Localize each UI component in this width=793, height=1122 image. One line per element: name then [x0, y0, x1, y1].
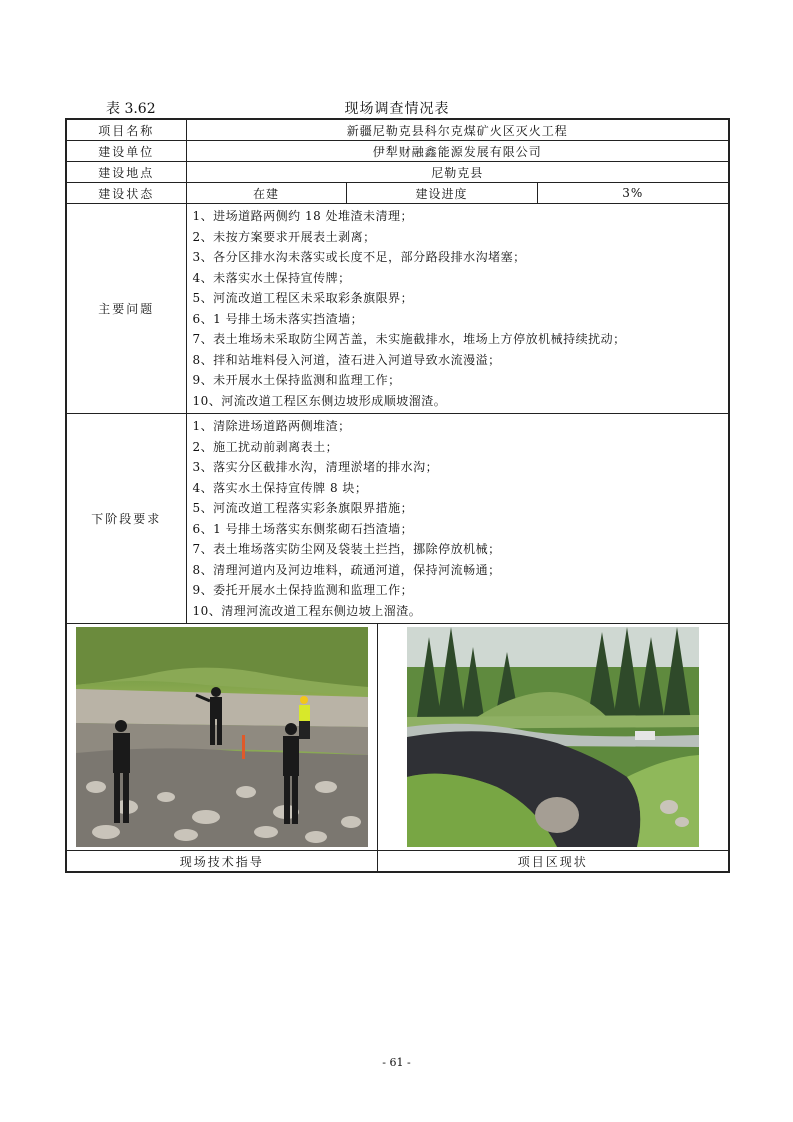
table-title: 现场调查情况表 [344, 101, 450, 117]
site-survey-table [65, 118, 730, 873]
list-item: 2、施工扰动前剥离表土； [192, 439, 339, 454]
status-label: 建设状态 [66, 183, 186, 204]
right-photo-caption: 项目区现状 [377, 851, 729, 873]
list-item: 4、未落实水土保持宣传牌； [192, 270, 351, 285]
construction-unit-label: 建设单位 [66, 141, 186, 162]
list-item: 8、拌和站堆料侵入河道，渣石进入河道导致水流漫溢； [192, 352, 501, 367]
list-item: 3、落实分区截排水沟，清理淤堵的排水沟； [192, 460, 439, 474]
list-item: 1、清除进场道路两侧堆渣； [192, 419, 351, 433]
requirements-list [186, 414, 729, 624]
list-item: 6、1 号排土场落实东侧浆砌石挡渣墙； [192, 521, 414, 536]
status-value: 在建 [186, 183, 346, 204]
row-problems [66, 204, 729, 414]
row-status [66, 183, 729, 204]
row-location [66, 162, 729, 183]
requirements-label: 下阶段要求 [66, 414, 186, 624]
row-photos [66, 624, 729, 851]
project-name-value: 新疆尼勒克县科尔克煤矿火区灭火工程 [186, 119, 729, 141]
list-item: 8、清理河道内及河边堆料，疏通河道，保持河流畅通； [192, 562, 501, 577]
location-value: 尼勒克县 [186, 162, 729, 183]
row-photo-captions [66, 851, 729, 873]
problems-list [186, 204, 729, 414]
progress-label: 建设进度 [346, 183, 537, 204]
table-caption [66, 100, 728, 118]
list-item: 6、1 号排土场未落实挡渣墙； [192, 311, 364, 326]
list-item: 10、河流改道工程区东侧边坡形成顺坡溜渣。 [192, 393, 447, 408]
list-item: 7、表土堆场落实防尘网及袋装土拦挡，挪除停放机械； [192, 542, 501, 556]
page-number: - 61 - [382, 1056, 411, 1069]
list-item: 4、落实水土保持宣传牌 8 块； [192, 480, 368, 495]
left-photo-caption: 现场技术指导 [66, 851, 377, 873]
project-area-photo [407, 627, 699, 847]
list-item: 9、未开展水土保持监测和监理工作； [192, 373, 401, 387]
list-item: 10、清理河流改道工程东侧边坡上溜渣。 [192, 603, 422, 618]
row-requirements [66, 414, 729, 624]
row-project-name [66, 119, 729, 141]
construction-unit-value: 伊犁财融鑫能源发展有限公司 [186, 141, 729, 162]
list-item: 5、河流改道工程区未采取彩条旗限界； [192, 291, 414, 305]
list-item: 5、河流改道工程落实彩条旗限界措施； [192, 501, 414, 515]
list-item: 1、进场道路两侧约 18 处堆渣未清理； [192, 209, 414, 223]
list-item: 2、未按方案要求开展表土剥离； [192, 229, 376, 244]
list-item: 3、各分区排水沟未落实或长度不足，部分路段排水沟堵塞； [192, 250, 526, 264]
left-photo-cell [66, 624, 377, 851]
list-item: 9、委托开展水土保持监测和监理工作； [192, 583, 414, 597]
right-photo-cell [377, 624, 729, 851]
project-name-label: 项目名称 [66, 119, 186, 141]
location-label: 建设地点 [66, 162, 186, 183]
row-construction-unit [66, 141, 729, 162]
progress-value: 3% [537, 183, 729, 204]
table-number: 表 3.62 [106, 101, 156, 117]
list-item: 7、表土堆场未采取防尘网苫盖，未实施截排水，堆场上方停放机械持续扰动； [192, 332, 626, 346]
site-guidance-photo [76, 627, 368, 847]
problems-label: 主要问题 [66, 204, 186, 414]
